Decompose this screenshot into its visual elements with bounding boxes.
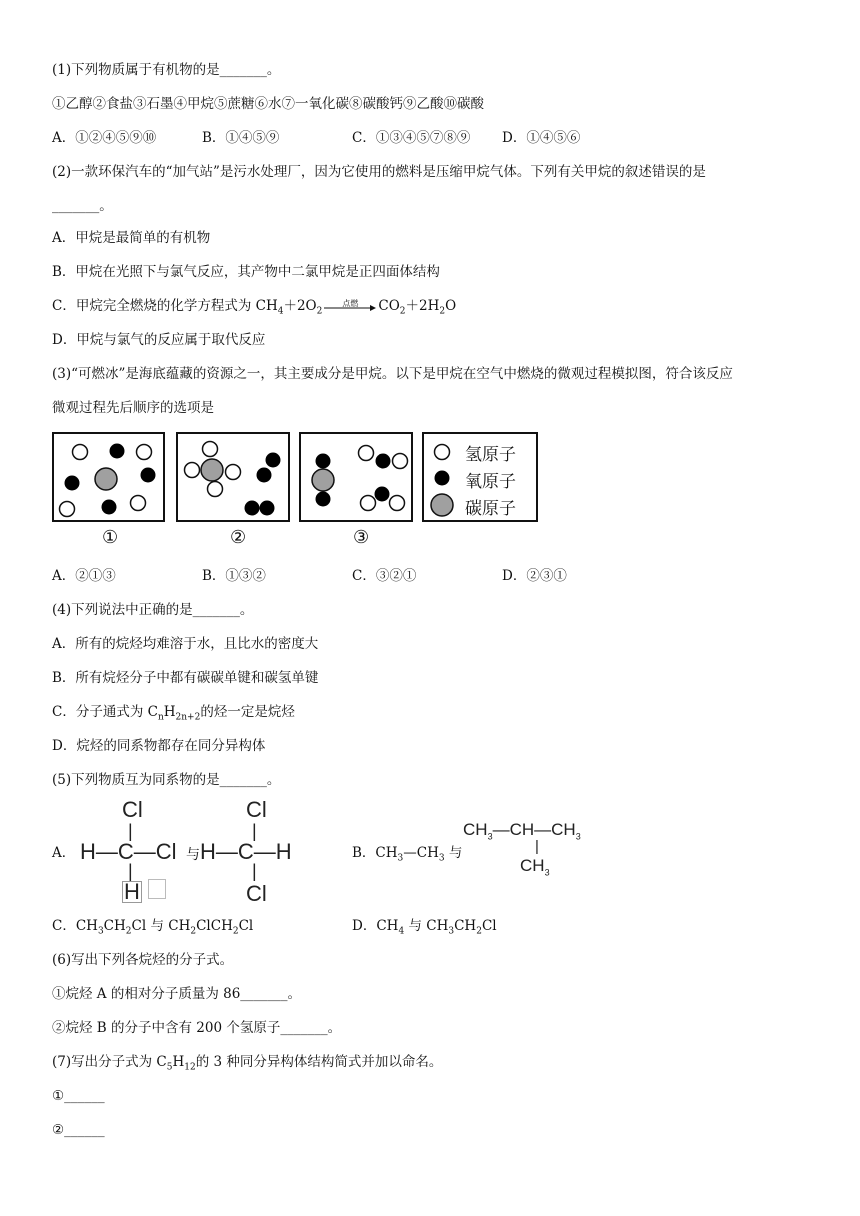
q1-stem: (1)下列物质属于有机物的是_______。 bbox=[52, 62, 281, 78]
q4-option-c[interactable]: C．分子通式为 $C_nH_{2n+2}$的烃一定是烷烃 bbox=[52, 704, 295, 723]
q3-option-c[interactable]: C．③②① bbox=[352, 568, 417, 584]
q6-stem: (6)写出下列各烷烃的分子式。 bbox=[52, 952, 234, 968]
q1-option-d[interactable]: D．①④⑤⑥ bbox=[502, 130, 581, 146]
q5-option-b[interactable]: B．$CH_3—CH_3$ 与 bbox=[352, 845, 463, 864]
q2-option-c-prefix: C．甲烷完全燃烧的化学方程式为 CH bbox=[52, 298, 278, 314]
q5-option-b-and: 与 bbox=[448, 845, 463, 861]
legend-oxygen: 氧原子 bbox=[465, 472, 516, 492]
q4-option-c-prefix: C．分子通式为 C bbox=[52, 704, 158, 720]
q3-stem-line2: 微观过程先后顺序的选项是 bbox=[52, 400, 214, 416]
q4-option-d[interactable]: D．烷烃的同系物都存在同分异构体 bbox=[52, 738, 266, 754]
q7-stem-suffix: 的 3 种同分异构体结构简式并加以命名。 bbox=[195, 1054, 443, 1070]
q7-blank-2[interactable]: ②______ bbox=[52, 1122, 105, 1138]
q1-option-b[interactable]: B．①④⑤⑨ bbox=[202, 130, 280, 146]
q2-option-b[interactable]: B．甲烷在光照下与氯气反应，其产物中二氯甲烷是正四面体结构 bbox=[52, 264, 440, 280]
q2-option-a[interactable]: A．甲烷是最简单的有机物 bbox=[52, 230, 211, 246]
q4-option-a[interactable]: A．所有的烷烃均难溶于水，且比水的密度大 bbox=[52, 636, 319, 652]
q2-stem-line2: _______。 bbox=[52, 198, 113, 214]
q5-option-d[interactable]: D．$CH_4$ 与 $CH_3CH_2Cl$ bbox=[352, 918, 497, 937]
q4-option-c-suffix: 的烃一定是烷烃 bbox=[200, 704, 295, 720]
reaction-arrow bbox=[324, 300, 376, 314]
q7-stem: (7)写出分子式为 $C_5H_{12}$的 3 种同分异构体结构简式并加以命名。 bbox=[52, 1054, 443, 1073]
q7-blank-1[interactable]: ①______ bbox=[52, 1088, 105, 1104]
q2-option-d[interactable]: D．甲烷与氯气的反应属于取代反应 bbox=[52, 332, 266, 348]
panel-1 bbox=[53, 433, 164, 521]
propane-branched-structure: $CH_3—CH—CH_3$ | $CH_3$ bbox=[463, 820, 581, 878]
q4-option-b[interactable]: B．所有烷烃分子中都有碳碳单键和碳氢单键 bbox=[52, 670, 319, 686]
q6-b: ②烷烃 B 的分子中含有 200 个氢原子_______。 bbox=[52, 1020, 342, 1036]
q6-a: ①烷烃 A 的相对分子质量为 86_______。 bbox=[52, 986, 302, 1002]
q5-stem: (5)下列物质互为同系物的是_______。 bbox=[52, 772, 281, 788]
q2-option-c[interactable]: C．甲烷完全燃烧的化学方程式为 $CH_4+2O_2$ 点燃 $CO_2+2H_2O$ bbox=[52, 296, 456, 316]
q3-option-d[interactable]: D．②③① bbox=[502, 568, 567, 584]
panel-label-1: ① bbox=[102, 527, 119, 548]
q5-option-a-and: 与 bbox=[186, 847, 200, 863]
legend-hydrogen: 氢原子 bbox=[465, 445, 516, 465]
dichloromethane-structure-2: Cl | H—C—H | Cl bbox=[200, 797, 292, 906]
q1-items: ①乙醇②食盐③石墨④甲烷⑤蔗糖⑥水⑦一氧化碳⑧碳酸钙⑨乙酸⑩碳酸 bbox=[52, 96, 484, 112]
q3-stem-line1: (3)“可燃冰”是海底蕴藏的资源之一，其主要成分是甲烷。以下是甲烷在空气中燃烧的微观过程模拟图，符合该反应 bbox=[52, 366, 733, 382]
legend-carbon: 碳原子 bbox=[465, 499, 516, 519]
q1-option-c[interactable]: C．①③④⑤⑦⑧⑨ bbox=[352, 130, 471, 146]
q5-option-c[interactable]: C．$CH_3CH_2Cl$ 与 $CH_2ClCH_2Cl$ bbox=[52, 918, 254, 937]
reaction-condition: 点燃 bbox=[342, 298, 359, 308]
q5-option-b-label: B．CH bbox=[352, 845, 398, 861]
panel-label-3: ③ bbox=[353, 527, 370, 548]
q7-stem-prefix: (7)写出分子式为 C bbox=[52, 1054, 167, 1070]
panel-2 bbox=[177, 433, 289, 521]
q2-stem-line1: (2)一款环保汽车的“加气站”是污水处理厂，因为它使用的燃料是压缩甲烷气体。下列有关甲烷的叙述错误的是 bbox=[52, 164, 706, 180]
q1-option-a[interactable]: A．①②④⑤⑨⑩ bbox=[52, 130, 157, 146]
q4-stem: (4)下列说法中正确的是_______。 bbox=[52, 602, 254, 618]
dichloromethane-structure: Cl | H—C—Cl | H bbox=[80, 797, 177, 904]
q3-option-a[interactable]: A．②①③ bbox=[52, 568, 116, 584]
q5-option-a-label[interactable]: A． bbox=[52, 845, 76, 861]
panel-label-2: ② bbox=[230, 527, 247, 548]
panel-3 bbox=[300, 433, 412, 521]
q3-option-b[interactable]: B．①③② bbox=[202, 568, 266, 584]
